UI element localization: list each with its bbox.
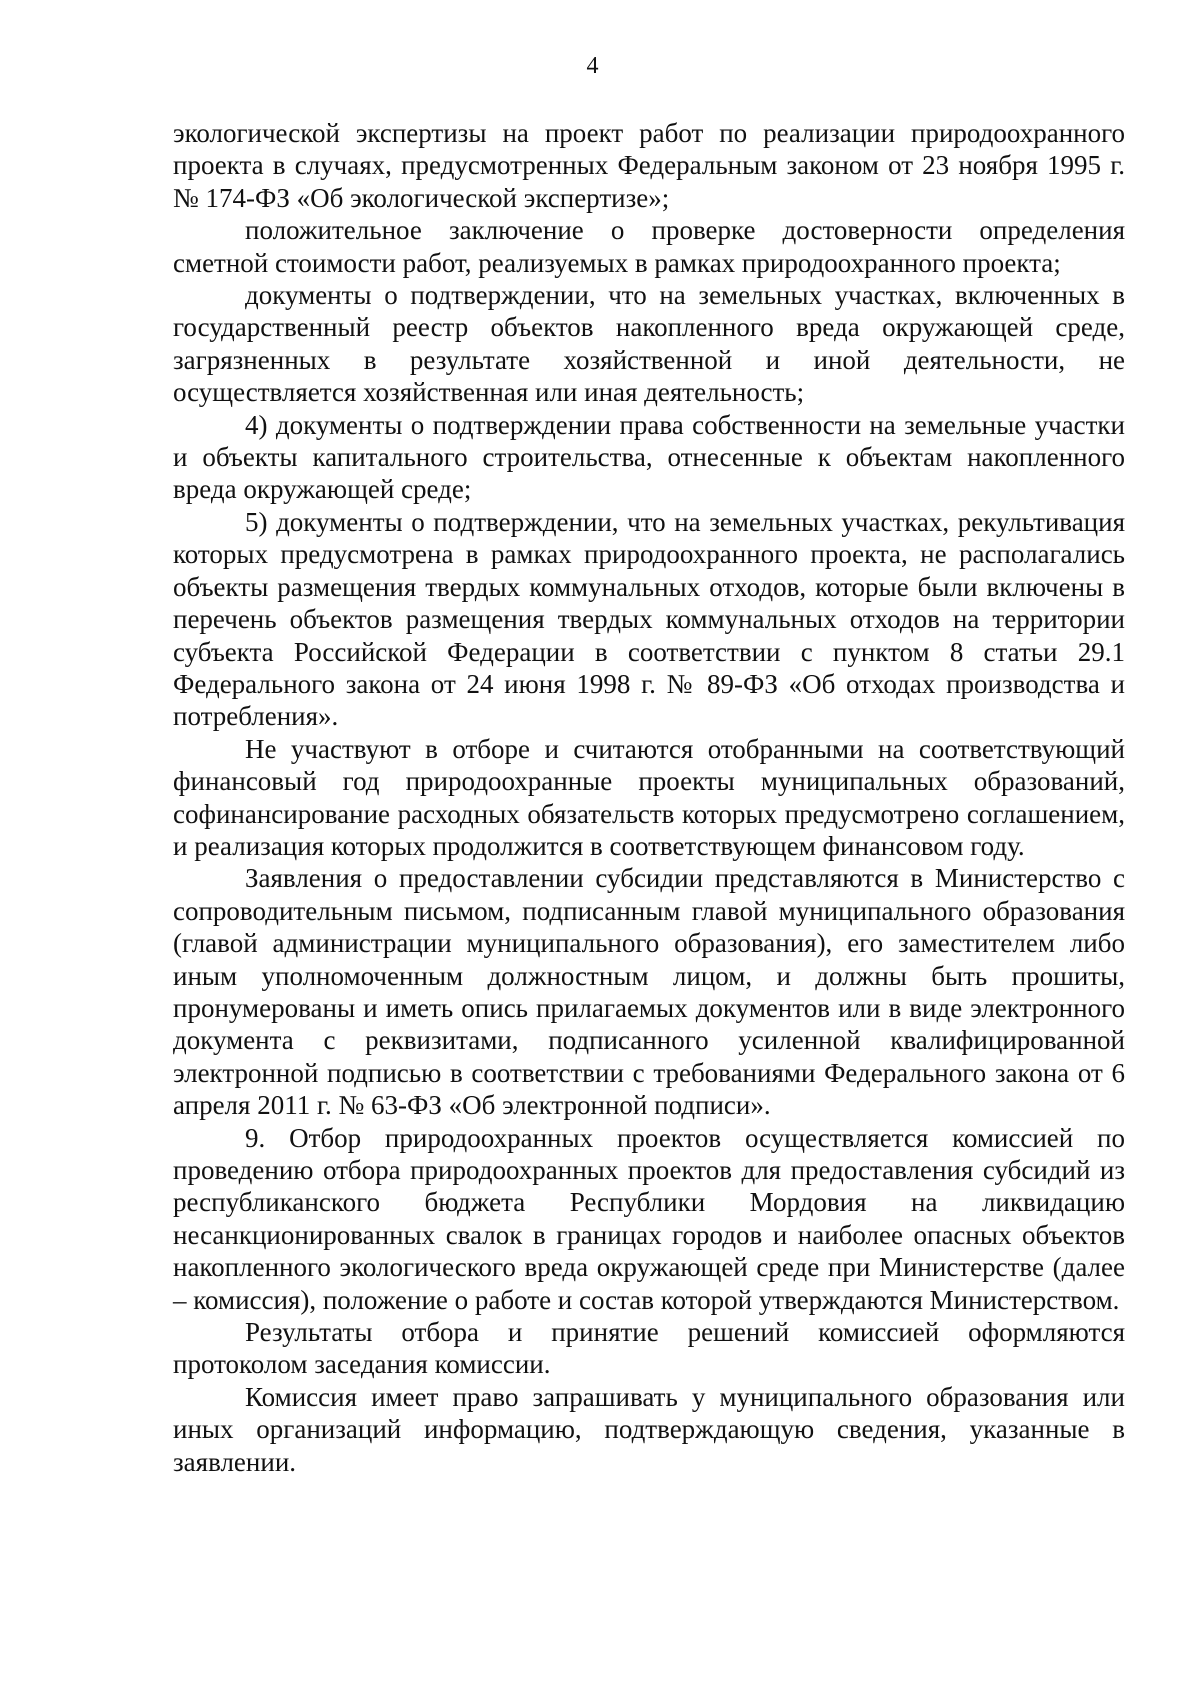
paragraph: 4) документы о подтверждении права собственности на земельные участки и объекты капитального строительства, отнесенные к объектам накопленного вреда окружающей среде;	[173, 409, 1125, 505]
paragraph: Результаты отбора и принятие решений комиссией оформляются протоколом заседания комиссии.	[173, 1317, 1125, 1380]
paragraph: Заявления о предоставлении субсидии представляются в Министерство с сопроводительным письмом, подписанным главой муниципального образования (главой администрации муниципального образования), его заместителем либо иным уполномоченным должностным лицом, и должны быть прошиты, пронумерованы и иметь опись прилагаемых документов или в виде электронного документа с реквизитами, подписанного усиленной квалифицированной электронной подписью в соответствии с требованиями Федерального закона от 6 апреля 2011 г. № 63-ФЗ «Об электронной подписи».	[173, 863, 1125, 1121]
paragraph: Не участвуют в отборе и считаются отобранными на соответствующий финансовый год природоохранные проекты муниципальных образований, софинансирование расходных обязательств которых предусмотрено соглашением, и реализация которых продолжится в соответствующем финансовом году.	[173, 733, 1125, 861]
paragraph: экологической экспертизы на проект работ по реализации природоохранного проекта в случаях, предусмотренных Федеральным законом от 23 ноября 1995 г. № 174-ФЗ «Об экологической экспертизе»;	[173, 118, 1125, 213]
paragraph: 5) документы о подтверждении, что на земельных участках, рекультивация которых предусмотрена в рамках природоохранного проекта, не располагались объекты размещения твердых коммунальных отходов, которые были включены в перечень объектов размещения твердых коммунальных отходов на территории субъекта Российской Федерации в соответствии с пунктом 8 статьи 29.1 Федерального закона от 24 июня 1998 г. № 89-ФЗ «Об отходах производства и потребления».	[173, 506, 1125, 732]
document-body	[173, 117, 1125, 1478]
paragraph: документы о подтверждении, что на земельных участках, включенных в государственный реестр объектов накопленного вреда окружающей среде, загрязненных в результате хозяйственной и иной деятельности, не осуществляется хозяйственная или иная деятельность;	[173, 280, 1125, 408]
paragraph: 9. Отбор природоохранных проектов осуществляется комиссией по проведению отбора природоохранных проектов для предоставления субсидий из республиканского бюджета Республики Мордовия на ликвидацию несанкционированных свалок в границах городов и наиболее опасных объектов накопленного экологического вреда окружающей среде при Министерстве (далее – комиссия), положение о работе и состав которой утверждаются Министерством.	[173, 1122, 1125, 1315]
paragraph: положительное заключение о проверке достоверности определения сметной стоимости работ, реализуемых в рамках природоохранного проекта;	[173, 215, 1125, 278]
paragraph: Комиссия имеет право запрашивать у муниципального образования или иных организаций информацию, подтверждающую сведения, указанные в заявлении.	[173, 1381, 1125, 1477]
page-number: 4	[586, 53, 599, 79]
